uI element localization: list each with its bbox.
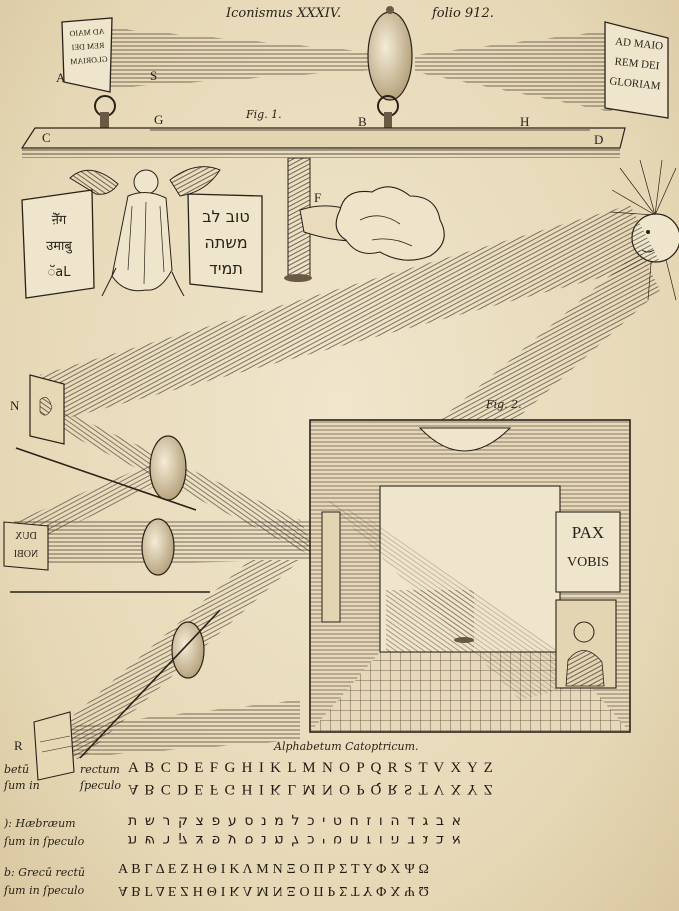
optical-bench [22,128,625,158]
row3-label: ): Hæbræum [4,817,76,830]
row2-label-a: ſum in [4,779,40,792]
fig2-label: Fig. 2. [486,398,522,411]
mirror-n [30,375,64,444]
sign-right-line-3: GLORIAM [608,75,662,93]
greek-alphabet-mirrored-row: Α Β Γ Δ Ε Ζ Η Θ Ι Κ Λ Μ Ν Ξ Ο Π Ρ Σ Τ Υ Φ Χ Ψ Ω [118,883,430,898]
angel-left-line-3: ॅaL [47,265,71,280]
angel-tablet-right-text [192,204,260,282]
label-c: C [42,130,51,145]
angel-right-line-3: תמיד [209,259,243,278]
row6-label: ſum in ſpeculo [4,884,85,897]
angel-right-line-1: טוב לב [202,207,250,226]
row2-label-b: ſpeculo [80,779,122,792]
hebrew-alphabet-row: א ב ג ד ה ו ז ח ט י כ ל מ נ ס ע פ צ ק ר ש ת [128,813,463,829]
angel-left-line-2: उमाबु [46,239,72,254]
greek-alphabet-row: Α Β Γ Δ Ε Ζ Η Θ Ι Κ Λ Μ Ν Ξ Ο Π Ρ Σ Τ Υ Φ Χ Ψ Ω [118,862,430,877]
sign-right-line-2: REM DEI [614,55,660,73]
fig1-label: Fig. 1. [246,108,282,121]
sign-left-line-1: AD MAIO [69,26,105,39]
sign-left-line-2: REM DEI [71,40,105,53]
plate-title: Iconismus XXXIV. [226,6,342,21]
row4-label: ſum in ſpeculo [4,835,85,848]
pax-sign-text [556,518,620,578]
lens-b [368,6,412,128]
angel-tablet-left-text [28,208,90,286]
mirror-r [34,712,74,780]
cloud-arm [300,187,444,260]
pax-line-2: VOBIS [566,555,609,570]
label-f: F [314,190,322,205]
sign-left-line-3: GLORIAM [70,54,108,67]
label-b: B [358,114,367,129]
alphabet-caption: Alphabetum Catoptricum. [274,740,419,753]
label-n: N [10,398,20,413]
hebrew-alphabet-mirrored-row: א ב ג ד ה ו ז ח ט י כ ל מ נ ס ע פ צ ק ר ש ת [128,832,463,848]
dux-line-2: NOBI [13,549,39,560]
fig1-beams [110,28,615,112]
dux-line-1: DUX [15,531,37,542]
row1-label-a: betū [4,763,30,776]
latin-alphabet-row: A B C D E F G H I K L M N O P Q R S T V X Y Z [128,760,495,776]
latin-alphabet-mirrored-row: A B C D E F G H I K L M N O P Q R S T V X Y Z [128,781,495,797]
folio-label: folio 912. [432,6,494,21]
label-r: R [14,738,23,753]
mount-s [95,96,115,130]
sign-right-line-1: AD MAIO [614,35,664,53]
angel-left-line-1: ऩॅॆग [51,213,67,228]
label-h: H [520,114,530,129]
pax-line-1: PAX [571,523,605,542]
angel-right-line-2: משתה [204,233,248,252]
row1-label-b: rectum [80,763,120,776]
label-g: G [154,112,164,127]
sign-left-top-text [65,25,112,70]
label-a: A [56,70,66,85]
label-s: S [150,68,158,83]
label-d: D [594,132,604,147]
row5-label: b: Grecū rectū [4,866,85,879]
sign-right-top-text [603,31,671,97]
sign-dux-text [4,528,48,564]
